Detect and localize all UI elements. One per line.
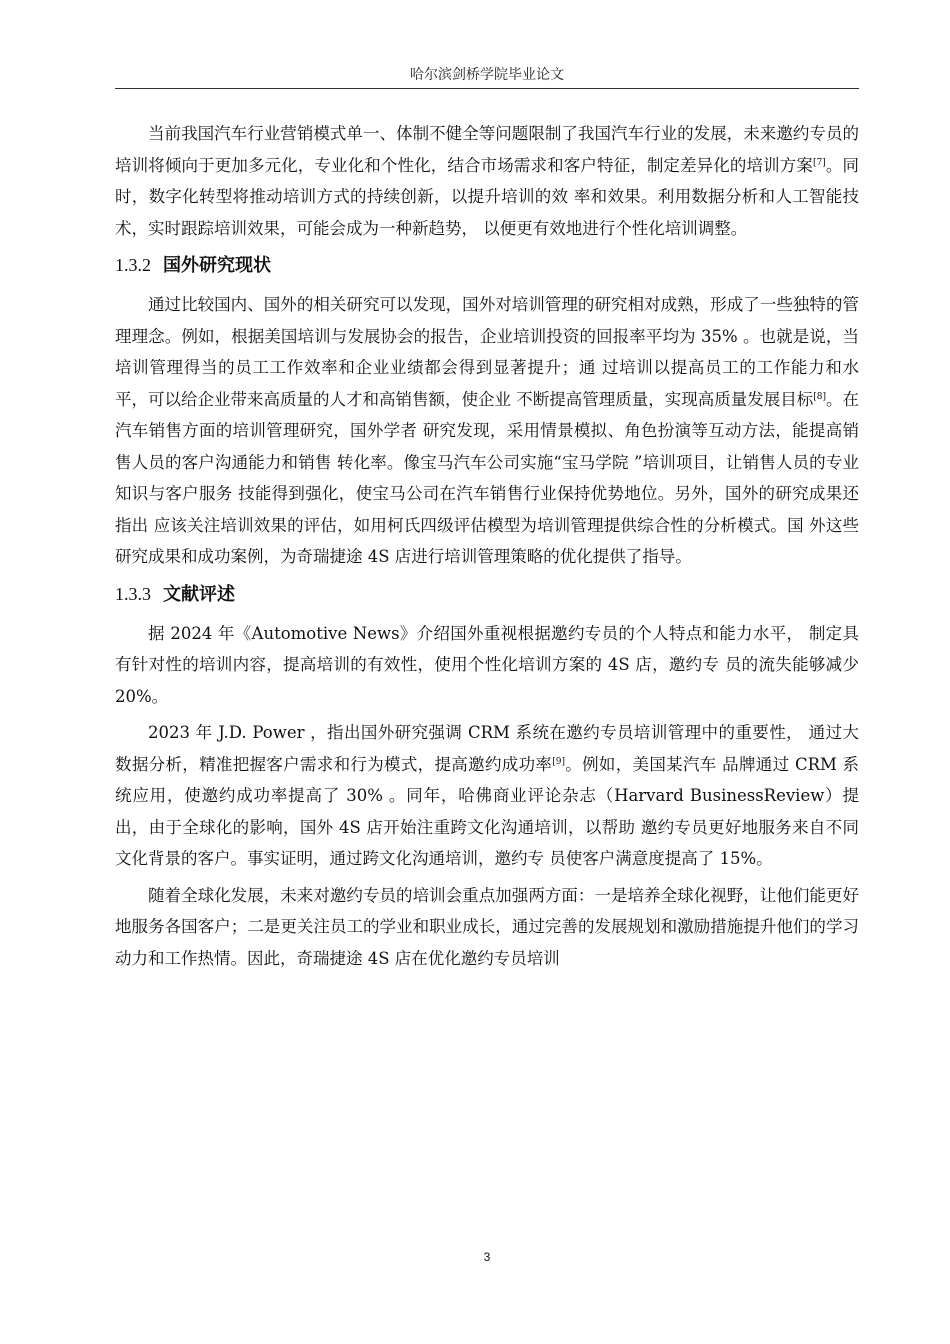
paragraph-1-part-b: 。同时，数字化转型将推动培训方式的持续创新，以提升培训的效 率和效果。利用数据分析和人工智能技术，实时跟踪培训效果，可能会成为一种新趋势， 以便更有效地进行个性化培训调整。 [115,155,860,238]
section-title: 文献评述 [163,583,235,605]
section-heading-1-3-3 [115,579,859,610]
citation-9: [9] [552,756,565,767]
citation-7: [7] [813,157,826,168]
running-header: 哈尔滨剑桥学院毕业论文 [410,67,564,83]
section-heading-1-3-2 [115,250,859,281]
paragraph-4 [115,717,859,875]
paragraph-1 [115,118,859,244]
section-title: 国外研究现状 [163,255,271,276]
paragraph-1-part-a: 当前我国汽车行业营销模式单一、体制不健全等问题限制了我国汽车行业的发展，未来邀约专员的培训将倾向于更加多元化，专业化和个性化，结合市场需求和客户特征，制定差异化的培训方案 [115,124,859,175]
section-number: 1.3.3 [115,583,151,604]
body-text [115,118,859,979]
paragraph-2 [115,289,859,573]
paragraph-5: 随着全球化发展，未来对邀约专员的培训会重点加强两方面：一是培养全球化视野，让他们能更好地服务各国客户；二是更关注员工的学业和职业成长，通过完善的发展规划和激励措施提升他们的学习动力和工作热情。因此，奇瑞捷途 4S 店在优化邀约专员培训 [115,885,859,968]
page-number: 3 [483,1250,491,1264]
paragraph-3: 据 2024 年《Automotive News》介绍国外重视根据邀约专员的个人特点和能力水平， 制定具有针对性的培训内容，提高培训的有效性，使用个性化培训方案的 4S 店，邀约专 员的流失能够减少 20%。 [115,623,859,706]
paragraph-2-part-a: 通过比较国内、国外的相关研究可以发现，国外对培训管理的研究相对成熟，形成了一些独特的管理理念。例如，根据美国培训与发展协会的报告，企业培训投资的回报率平均为 35% 。也就是说，当培训管理得当的员工工作效率和企业业绩都会得到显著提升；通 过培训以提高员工的工作能力和水平，可以给企业带来高质量的人才和高销售额，使企业 不断提高管理质量，实现高质量发展目标 [115,295,859,409]
paragraph-4-part-b: 。例如，美国某汽车 品牌通过 CRM 系统应用，使邀约成功率提高了 30% 。同年，哈佛商业评论杂志（Harvard BusinessReview）提出，由于全球化的影响，国外 4S 店开始注重跨文化沟通培训，以帮助 邀约专员更好地服务来自不同文化背景的客户。事实证明，通过跨文化沟通培训，邀约专 员使客户满意度提高了 15%。 [115,754,859,868]
paragraph-4-part-a: 2023 年 J.D. Power ，指出国外研究强调 CRM 系统在邀约专员培训管理中的重要性， 通过大数据分析，精准把握客户需求和行为模式，提高邀约成功率 [115,723,859,774]
paragraph-2-part-b: 。在汽车销售方面的培训管理研究，国外学者 研究发现，采用情景模拟、角色扮演等互动方法，能提高销售人员的客户沟通能力和销售 转化率。像宝马汽车公司实施“宝马学院 ”培训项目，让销售人员的专业知识与客户服务 技能得到强化，使宝马公司在汽车销售行业保持优势地位。另外，国外的研究成果还指出 应该关注培训效果的评估，如用柯氏四级评估模型为培训管理提供综合性的分析模式。国 外这些研究成果和成功案例，为奇瑞捷途 4S 店进行培训管理策略的优化提供了指导。 [115,389,859,566]
citation-8: [8] [813,391,826,402]
header-rule [115,88,859,89]
section-number: 1.3.2 [115,255,151,275]
